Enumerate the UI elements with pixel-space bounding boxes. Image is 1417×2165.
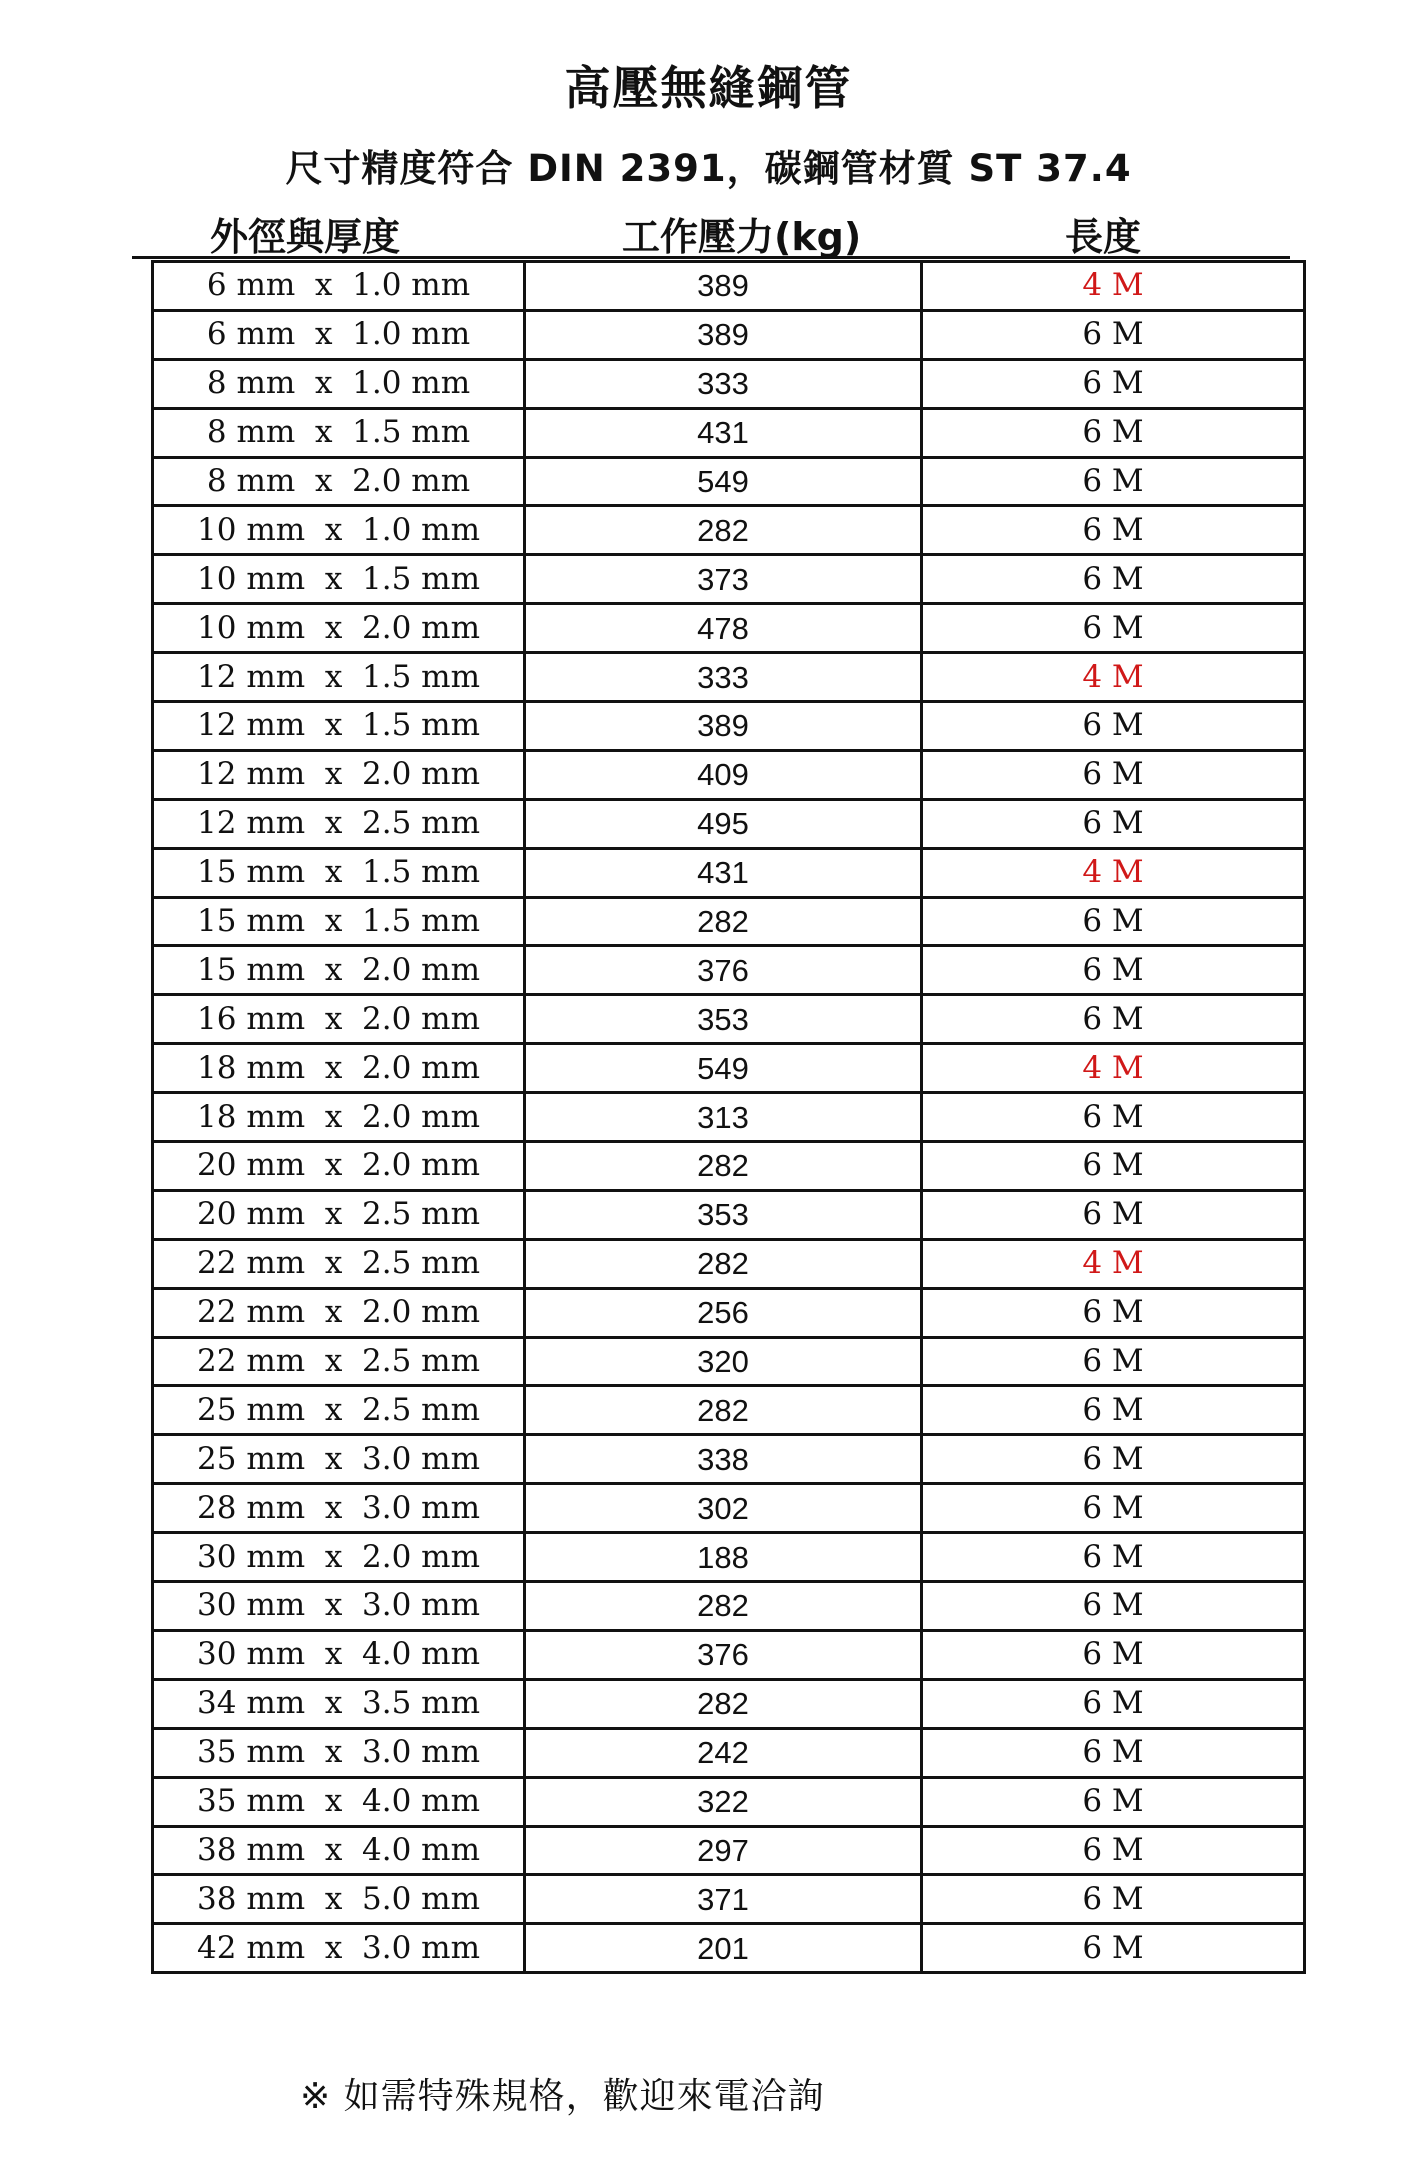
cell-length: 6 M xyxy=(922,1190,1305,1239)
table-row xyxy=(153,995,1305,1044)
page-subtitle: 尺寸精度符合 DIN 2391，碳鋼管材質 ST 37.4 xyxy=(285,147,1132,190)
cell-length: 6 M xyxy=(922,604,1305,653)
cell-pressure: 322 xyxy=(525,1777,922,1826)
cell-length: 6 M xyxy=(922,1142,1305,1191)
cell-length: 6 M xyxy=(922,995,1305,1044)
cell-dimension: 35 mm x 4.0 mm xyxy=(153,1777,525,1826)
cell-length: 6 M xyxy=(922,506,1305,555)
cell-dimension: 15 mm x 1.5 mm xyxy=(153,897,525,946)
cell-dimension: 12 mm x 2.0 mm xyxy=(153,750,525,799)
table-row xyxy=(153,457,1305,506)
cell-pressure: 495 xyxy=(525,799,922,848)
cell-pressure: 373 xyxy=(525,555,922,604)
table-row xyxy=(153,1875,1305,1924)
cell-length: 6 M xyxy=(922,946,1305,995)
table-row xyxy=(153,1826,1305,1875)
cell-pressure: 376 xyxy=(525,946,922,995)
cell-pressure: 302 xyxy=(525,1484,922,1533)
cell-pressure: 353 xyxy=(525,995,922,1044)
cell-length: 6 M xyxy=(922,310,1305,359)
cell-length: 6 M xyxy=(922,1875,1305,1924)
cell-pressure: 282 xyxy=(525,1142,922,1191)
cell-dimension: 35 mm x 3.0 mm xyxy=(153,1728,525,1777)
cell-pressure: 333 xyxy=(525,653,922,702)
table-row xyxy=(153,1044,1305,1093)
table-row xyxy=(153,1924,1305,1973)
cell-dimension: 28 mm x 3.0 mm xyxy=(153,1484,525,1533)
cell-length: 6 M xyxy=(922,1337,1305,1386)
cell-pressure: 549 xyxy=(525,457,922,506)
cell-dimension: 42 mm x 3.0 mm xyxy=(153,1924,525,1973)
cell-pressure: 389 xyxy=(525,702,922,751)
column-headers xyxy=(132,202,1290,259)
cell-pressure: 389 xyxy=(525,310,922,359)
cell-dimension: 12 mm x 2.5 mm xyxy=(153,799,525,848)
table-row xyxy=(153,555,1305,604)
cell-pressure: 431 xyxy=(525,408,922,457)
spec-table-body xyxy=(153,262,1305,1973)
cell-dimension: 22 mm x 2.5 mm xyxy=(153,1337,525,1386)
cell-pressure: 320 xyxy=(525,1337,922,1386)
cell-length: 6 M xyxy=(922,1093,1305,1142)
cell-dimension: 30 mm x 4.0 mm xyxy=(153,1630,525,1679)
cell-dimension: 12 mm x 1.5 mm xyxy=(153,653,525,702)
cell-length: 6 M xyxy=(922,359,1305,408)
table-row xyxy=(153,1533,1305,1582)
table-row xyxy=(153,262,1305,311)
table-row xyxy=(153,506,1305,555)
cell-length: 4 M xyxy=(922,1044,1305,1093)
header-pressure: 工作壓力(kg) xyxy=(622,215,862,259)
cell-pressure: 188 xyxy=(525,1533,922,1582)
footer-note: ※ 如需特殊規格，歡迎來電洽詢 xyxy=(300,2076,825,2117)
spec-table xyxy=(151,260,1306,1974)
cell-length: 6 M xyxy=(922,457,1305,506)
cell-pressure: 242 xyxy=(525,1728,922,1777)
cell-pressure: 282 xyxy=(525,897,922,946)
table-row xyxy=(153,1435,1305,1484)
cell-length: 6 M xyxy=(922,897,1305,946)
cell-length: 6 M xyxy=(922,1924,1305,1973)
cell-dimension: 6 mm x 1.0 mm xyxy=(153,310,525,359)
cell-pressure: 256 xyxy=(525,1288,922,1337)
table-row xyxy=(153,946,1305,995)
table-row xyxy=(153,897,1305,946)
cell-pressure: 353 xyxy=(525,1190,922,1239)
cell-pressure: 389 xyxy=(525,262,922,311)
cell-length: 6 M xyxy=(922,1533,1305,1582)
cell-pressure: 282 xyxy=(525,1386,922,1435)
cell-length: 4 M xyxy=(922,848,1305,897)
cell-pressure: 371 xyxy=(525,1875,922,1924)
cell-length: 6 M xyxy=(922,1582,1305,1631)
table-row xyxy=(153,1337,1305,1386)
cell-dimension: 16 mm x 2.0 mm xyxy=(153,995,525,1044)
table-row xyxy=(153,848,1305,897)
cell-pressure: 282 xyxy=(525,506,922,555)
page-title: 高壓無縫鋼管 xyxy=(564,61,853,115)
cell-dimension: 18 mm x 2.0 mm xyxy=(153,1093,525,1142)
cell-length: 6 M xyxy=(922,1728,1305,1777)
cell-length: 6 M xyxy=(922,1826,1305,1875)
cell-dimension: 20 mm x 2.5 mm xyxy=(153,1190,525,1239)
cell-length: 6 M xyxy=(922,750,1305,799)
cell-dimension: 30 mm x 3.0 mm xyxy=(153,1582,525,1631)
cell-length: 6 M xyxy=(922,799,1305,848)
table-row xyxy=(153,653,1305,702)
cell-pressure: 409 xyxy=(525,750,922,799)
cell-length: 6 M xyxy=(922,1386,1305,1435)
cell-length: 6 M xyxy=(922,1484,1305,1533)
cell-dimension: 10 mm x 2.0 mm xyxy=(153,604,525,653)
cell-length: 4 M xyxy=(922,262,1305,311)
cell-length: 6 M xyxy=(922,1435,1305,1484)
cell-dimension: 6 mm x 1.0 mm xyxy=(153,262,525,311)
cell-length: 6 M xyxy=(922,702,1305,751)
cell-pressure: 313 xyxy=(525,1093,922,1142)
cell-length: 6 M xyxy=(922,1288,1305,1337)
header-dimension: 外徑與厚度 xyxy=(210,215,401,259)
cell-dimension: 10 mm x 1.0 mm xyxy=(153,506,525,555)
cell-dimension: 8 mm x 2.0 mm xyxy=(153,457,525,506)
header-length: 長度 xyxy=(1065,215,1142,259)
cell-dimension: 25 mm x 3.0 mm xyxy=(153,1435,525,1484)
cell-pressure: 282 xyxy=(525,1239,922,1288)
table-row xyxy=(153,799,1305,848)
table-row xyxy=(153,310,1305,359)
cell-dimension: 18 mm x 2.0 mm xyxy=(153,1044,525,1093)
cell-dimension: 25 mm x 2.5 mm xyxy=(153,1386,525,1435)
cell-dimension: 38 mm x 4.0 mm xyxy=(153,1826,525,1875)
cell-pressure: 201 xyxy=(525,1924,922,1973)
cell-dimension: 20 mm x 2.0 mm xyxy=(153,1142,525,1191)
table-row xyxy=(153,1386,1305,1435)
table-row xyxy=(153,604,1305,653)
table-row xyxy=(153,1239,1305,1288)
cell-dimension: 15 mm x 1.5 mm xyxy=(153,848,525,897)
cell-dimension: 38 mm x 5.0 mm xyxy=(153,1875,525,1924)
cell-pressure: 549 xyxy=(525,1044,922,1093)
cell-length: 6 M xyxy=(922,555,1305,604)
cell-length: 6 M xyxy=(922,1630,1305,1679)
cell-length: 4 M xyxy=(922,653,1305,702)
table-row xyxy=(153,359,1305,408)
cell-length: 6 M xyxy=(922,1777,1305,1826)
cell-pressure: 333 xyxy=(525,359,922,408)
cell-length: 6 M xyxy=(922,1679,1305,1728)
table-row xyxy=(153,702,1305,751)
cell-pressure: 297 xyxy=(525,1826,922,1875)
table-row xyxy=(153,750,1305,799)
cell-dimension: 8 mm x 1.0 mm xyxy=(153,359,525,408)
cell-dimension: 30 mm x 2.0 mm xyxy=(153,1533,525,1582)
cell-dimension: 15 mm x 2.0 mm xyxy=(153,946,525,995)
cell-pressure: 376 xyxy=(525,1630,922,1679)
table-row xyxy=(153,408,1305,457)
table-row xyxy=(153,1142,1305,1191)
cell-dimension: 12 mm x 1.5 mm xyxy=(153,702,525,751)
table-row xyxy=(153,1630,1305,1679)
cell-dimension: 34 mm x 3.5 mm xyxy=(153,1679,525,1728)
cell-pressure: 431 xyxy=(525,848,922,897)
cell-length: 4 M xyxy=(922,1239,1305,1288)
table-row xyxy=(153,1582,1305,1631)
cell-dimension: 22 mm x 2.0 mm xyxy=(153,1288,525,1337)
cell-pressure: 478 xyxy=(525,604,922,653)
cell-pressure: 338 xyxy=(525,1435,922,1484)
table-row xyxy=(153,1190,1305,1239)
cell-pressure: 282 xyxy=(525,1582,922,1631)
table-row xyxy=(153,1777,1305,1826)
cell-pressure: 282 xyxy=(525,1679,922,1728)
cell-dimension: 8 mm x 1.5 mm xyxy=(153,408,525,457)
table-row xyxy=(153,1679,1305,1728)
table-row xyxy=(153,1288,1305,1337)
cell-dimension: 10 mm x 1.5 mm xyxy=(153,555,525,604)
table-row xyxy=(153,1093,1305,1142)
cell-length: 6 M xyxy=(922,408,1305,457)
cell-dimension: 22 mm x 2.5 mm xyxy=(153,1239,525,1288)
table-row xyxy=(153,1728,1305,1777)
table-row xyxy=(153,1484,1305,1533)
